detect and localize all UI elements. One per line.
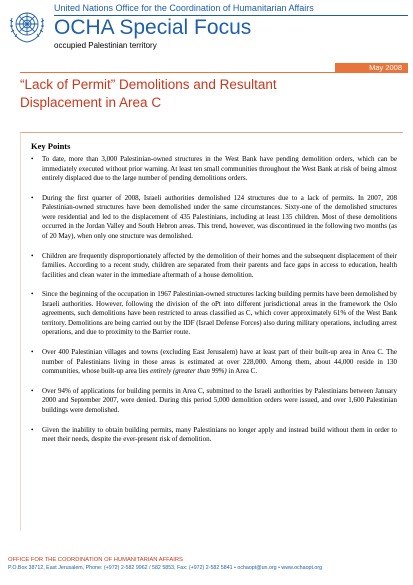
date-label: May 2008 [369,63,402,72]
un-emblem-icon [5,4,49,48]
key-point-text: Since the beginning of the occupation in 1967 Palestinian-owned structures lacking building permits have been demolished by Israeli authorities. However, following the division of the oPt into different jurisdictional areas in the framework the Oslo agreements, such demolitions have been restricted to areas classified as C, which cover approximately 61% of the West Bank territory. Demolitions are being carried out by the IDF (Israel Defense Forces) also during military operations, including arrest operations, and due to proximity to the Barrier route. [42,290,397,337]
key-point-text: During the first quarter of 2008, Israeli authorities demolished 124 structures due to a lack of permits. In 2007, 208 Palestinian-owned structures have been demolished under the same circumstances. Sixty-one of the demolished structures were residential and led to the displacement of 435 Palestinians, including at least 135 children. Most of these demolitions occurred in the Jordan Valley and South Hebron areas. This trend, however, was discontinued in the following two months (as of 20 May), when only one structure was demolished. [42,193,397,240]
bullet-icon: • [31,193,34,202]
page-title-line-2: Displacement in Area C [20,95,162,110]
bullet-icon: • [31,425,34,434]
key-points-heading: Key Points [31,141,71,151]
key-point-item [21,155,403,184]
bullet-icon: • [31,290,34,299]
key-point-text: Over 400 Palestinian villages and towns (excluding East Jerusalem) have at least part of their built-up area in Area C. The number of Palestinians living in those areas is estimated at over 228,000. Among them, about 44,000 reside in 130 communities, whose built-up area lies [42,348,397,376]
publication-subtitle: occupied Palestinian territory [54,41,157,50]
footer-contact-info: P.O.Box 38712, East Jerusalem, Phone: (+972) 2-582 9962 / 582 5853, Fax: (+972) 2-582 5841 • ochaopt@un.org • www.ochaopt.org [8,565,323,571]
key-point-item [21,290,403,338]
bullet-icon: • [31,155,34,163]
publication-title: OCHA Special Focus [54,16,252,39]
page-title [20,76,405,112]
key-point-text: To date, more than 3,000 Palestinian-owned structures in the West Bank have pending demolition orders, which can be immediately executed without prior warning. At least ten small communities throughout the West Bank at risk of being almost entirely displaced due to the large number of pending demolitions orders. [42,155,397,182]
key-point-text-after: in Area C. [226,367,258,376]
page-title-line-1: “Lack of Permit” Demolitions and Resultant [20,77,277,92]
bullet-icon: • [31,348,34,357]
key-point-item [21,348,403,377]
key-point-item [21,426,403,445]
bullet-icon: • [31,251,34,260]
key-points-list [21,155,403,455]
bullet-icon: • [31,386,34,395]
key-point-item [21,194,403,242]
org-name: United Nations Office for the Coordination of Humanitarian Affairs [54,3,314,13]
key-point-item [21,387,403,416]
key-point-text: Over 94% of applications for building permits in Area C, submitted to the Israeli authorities by Palestinians between January 2000 and September 2007, were denied. During this period 5,000 demolition orders were issued, and over 1,600 Palestinian buildings were demolished. [42,386,397,414]
section-divider [20,72,408,73]
footer-org-name: OFFICE FOR THE COORDINATION OF HUMANITARIAN AFFAIRS [8,557,183,563]
key-point-item [21,252,403,281]
key-point-emphasis: entirely (greater than 99%) [150,367,227,376]
key-point-text: Children are frequently disproportionately affected by the demolition of their homes and the subsequent displacement of their families. According to a recent study, children are separated from their parents and face gaps in access to education, health facilities and clean water in the immediate aftermath of a house demolition. [42,251,397,279]
key-point-text: Given the inability to obtain building permits, many Palestinians no longer apply and instead build without them in order to meet their needs, despite the ever-present risk of demolition. [42,425,397,444]
key-points-panel [20,132,403,531]
